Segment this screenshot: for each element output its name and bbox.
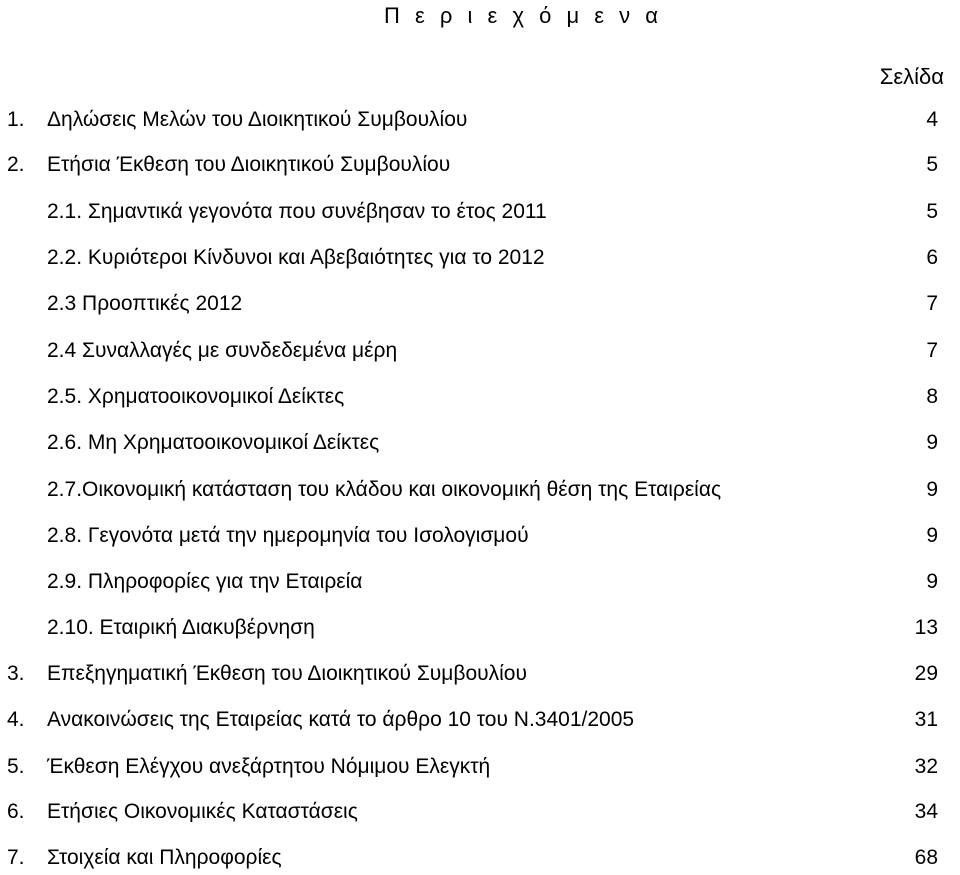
toc-entry-number: 2. bbox=[7, 153, 25, 176]
toc-entry-page: 7 bbox=[926, 339, 938, 362]
toc-entry-page: 6 bbox=[926, 246, 938, 269]
toc-entry[interactable] bbox=[0, 289, 960, 319]
toc-entry-label: 2.4 Συναλλαγές με συνδεδεμένα μέρη bbox=[47, 339, 398, 362]
page-column-header: Σελίδα bbox=[879, 64, 944, 89]
toc-entry-label: Ετήσια Έκθεση του Διοικητικού Συμβουλίου bbox=[47, 153, 451, 176]
toc-entry-label: 2.2. Κυριότεροι Κίνδυνοι και Αβεβαιότητες για το 2012 bbox=[47, 246, 545, 269]
toc-entry-page: 7 bbox=[926, 292, 938, 315]
toc-entry-label: 2.3 Προοπτικές 2012 bbox=[47, 292, 243, 315]
toc-entry[interactable] bbox=[0, 567, 960, 597]
toc-entry-label: 2.5. Χρηματοοικονομικοί Δείκτες bbox=[47, 385, 345, 408]
toc-entry-page: 32 bbox=[914, 755, 938, 778]
toc-entry-label: Στοιχεία και Πληροφορίες bbox=[47, 846, 282, 869]
toc-entry-label: 2.6. Μη Χρηματοοικονομικοί Δείκτες bbox=[47, 431, 380, 454]
toc-entry[interactable] bbox=[0, 150, 960, 180]
toc-entry-label: 2.9. Πληροφορίες για την Εταιρεία bbox=[47, 570, 363, 593]
toc-entry[interactable] bbox=[0, 475, 960, 505]
toc-entry[interactable] bbox=[0, 797, 960, 827]
toc-entry-number: 5. bbox=[7, 755, 25, 778]
toc-entry[interactable] bbox=[0, 843, 960, 873]
toc-entry-label: Ετήσιες Οικονομικές Καταστάσεις bbox=[47, 800, 358, 823]
toc-entry[interactable] bbox=[0, 752, 960, 782]
toc-entry-number: 7. bbox=[7, 846, 25, 869]
toc-entry-label: 2.7.Οικονομική κατάσταση του κλάδου και οικονομική θέση της Εταιρείας bbox=[47, 478, 722, 501]
toc-entry[interactable] bbox=[0, 613, 960, 643]
toc-entry-number: 3. bbox=[7, 662, 25, 685]
toc-entry-label: 2.1. Σημαντικά γεγονότα που συνέβησαν το έτος 2011 bbox=[47, 200, 547, 223]
toc-title: Π ε ρ ι ε χ ό μ ε ν α bbox=[384, 3, 663, 28]
toc-entry-label: 2.10. Εταιρική Διακυβέρνηση bbox=[47, 616, 315, 639]
toc-entry[interactable] bbox=[0, 336, 960, 366]
toc-entry-page: 4 bbox=[926, 108, 938, 131]
toc-entry-page: 9 bbox=[926, 570, 938, 593]
toc-entry-page: 68 bbox=[914, 846, 938, 869]
toc-entry-label: 2.8. Γεγονότα μετά την ημερομηνία του Ισολογισμού bbox=[47, 524, 529, 547]
toc-entry[interactable] bbox=[0, 428, 960, 458]
toc-entry-page: 5 bbox=[926, 200, 938, 223]
toc-entry-number: 4. bbox=[7, 708, 25, 731]
toc-entry-number: 6. bbox=[7, 800, 25, 823]
toc-entry-page: 9 bbox=[926, 431, 938, 454]
toc-entry[interactable] bbox=[0, 197, 960, 227]
toc-entry[interactable] bbox=[0, 243, 960, 273]
toc-entry[interactable] bbox=[0, 105, 960, 135]
toc-entry-number: 1. bbox=[7, 108, 25, 131]
toc-entry-label: Επεξηγηματική Έκθεση του Διοικητικού Συμβουλίου bbox=[47, 662, 527, 685]
toc-entry-label: Δηλώσεις Μελών του Διοικητικού Συμβουλίου bbox=[47, 108, 468, 131]
toc-entry-page: 31 bbox=[914, 708, 938, 731]
toc-entry-page: 9 bbox=[926, 524, 938, 547]
toc-entry-page: 34 bbox=[914, 800, 938, 823]
toc-entry-label: Έκθεση Ελέγχου ανεξάρτητου Νόμιμου Ελεγκτή bbox=[47, 755, 491, 778]
toc-entry-label: Ανακοινώσεις της Εταιρείας κατά το άρθρο 10 του Ν.3401/2005 bbox=[47, 708, 635, 731]
toc-entry[interactable] bbox=[0, 382, 960, 412]
toc-entry[interactable] bbox=[0, 659, 960, 689]
toc-entry-page: 29 bbox=[914, 662, 938, 685]
toc-entry-page: 9 bbox=[926, 478, 938, 501]
toc-entry[interactable] bbox=[0, 705, 960, 735]
toc-entry[interactable] bbox=[0, 521, 960, 551]
toc-entry-page: 8 bbox=[926, 385, 938, 408]
toc-entry-page: 13 bbox=[914, 616, 938, 639]
toc-entry-page: 5 bbox=[926, 153, 938, 176]
